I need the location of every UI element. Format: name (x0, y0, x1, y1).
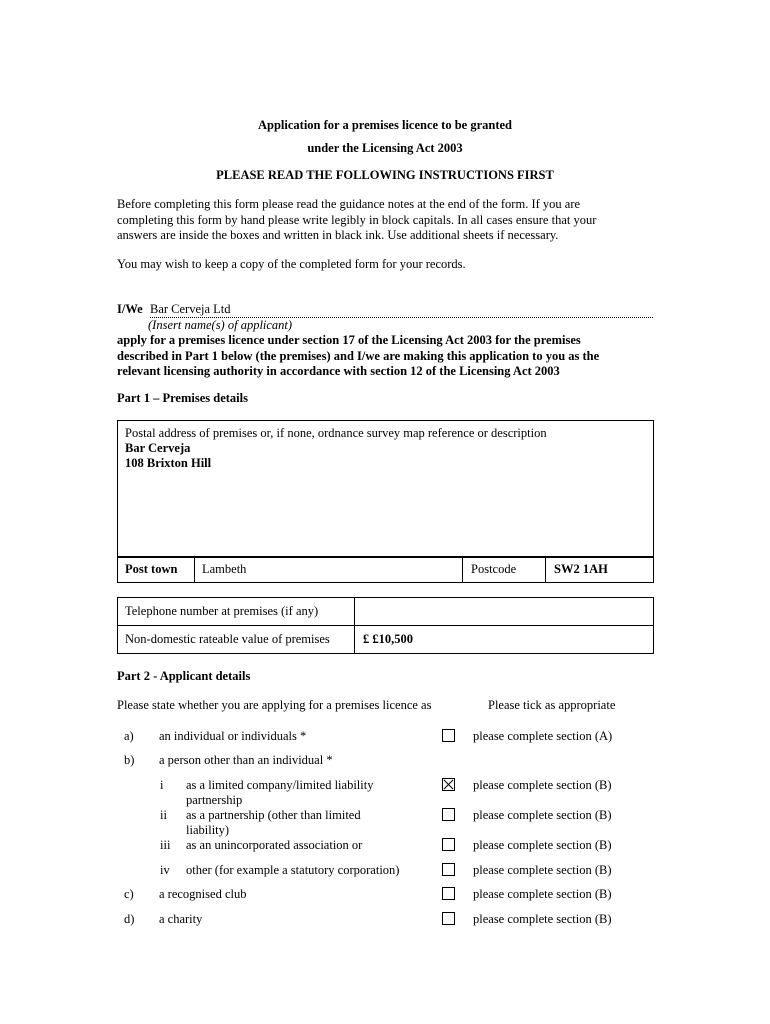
rateable-field[interactable] (355, 626, 653, 653)
option-b-ii-marker: ii (160, 808, 167, 822)
applicant-statement (117, 333, 662, 380)
option-c-checkbox[interactable] (442, 887, 455, 900)
option-b-iii-marker: iii (160, 838, 171, 852)
option-b-i-label-cont: partnership (186, 793, 243, 807)
telephone-label-cell (118, 598, 355, 626)
option-b-iv-label: other (for example a statutory corporation) (186, 863, 400, 877)
statement-line-3: relevant licensing authority in accordance with section 12 of the Licensing Act 2003 (117, 364, 560, 378)
option-d-label: a charity (159, 912, 203, 926)
option-b-iv-checkbox[interactable] (442, 863, 455, 876)
address-line-2: 108 Brixton Hill (125, 456, 212, 470)
option-a-label: an individual or individuals * (159, 729, 307, 743)
option-b-i-marker: i (160, 778, 164, 792)
applicant-prefix: I/We (117, 302, 143, 316)
post-town-row (117, 556, 654, 583)
telephone-rateable-table (117, 597, 654, 654)
post-town-value: Lambeth (202, 562, 247, 576)
form-title: Application for a premises licence to be granted (257, 118, 513, 132)
tick-hint: Please tick as appropriate (488, 698, 616, 712)
instructions-line-2: completing this form by hand please write legibly in block capitals. In all cases ensure that your (117, 212, 597, 227)
post-town-field[interactable] (194, 557, 463, 582)
option-b-iii-checkbox[interactable] (442, 838, 455, 851)
premises-address-box[interactable] (117, 420, 654, 558)
option-b-marker: b) (124, 753, 135, 767)
option-b-ii-label: as a partnership (other than limited (186, 808, 361, 822)
option-a-checkbox[interactable] (442, 729, 455, 742)
option-d-marker: d) (124, 912, 135, 926)
applicant-name: Bar Cerveja Ltd (150, 302, 231, 316)
option-c-action: please complete section (B) (473, 887, 612, 901)
part2-heading: Part 2 - Applicant details (117, 669, 251, 683)
form-subtitle: under the Licensing Act 2003 (307, 141, 463, 155)
option-b-iv-marker: iv (160, 863, 170, 877)
instructions-paragraph (117, 197, 647, 244)
option-c-marker: c) (124, 887, 134, 901)
instructions-line-3: answers are inside the boxes and written in black ink. Use additional sheets if necessary. (117, 228, 559, 242)
instructions-heading: PLEASE READ THE FOLLOWING INSTRUCTIONS FIRST (216, 168, 554, 182)
option-b-ii-checkbox[interactable] (442, 808, 455, 821)
statement-line-1: apply for a premises licence under section 17 of the Licensing Act 2003 for the premises (117, 333, 581, 347)
instructions-line-1: Before completing this form please read the guidance notes at the end of the form. If you are (117, 197, 581, 211)
option-b-iii-label: as an unincorporated association or (186, 838, 363, 852)
rateable-label-cell (118, 626, 355, 653)
telephone-field[interactable] (355, 598, 653, 626)
part1-heading: Part 1 – Premises details (117, 391, 248, 405)
address-line-1: Bar Cerveja (125, 441, 191, 455)
postcode-label-cell (463, 557, 546, 582)
option-a-marker: a) (124, 729, 134, 743)
postcode-field[interactable] (546, 557, 653, 582)
applicant-name-hint: (Insert name(s) of applicant) (148, 318, 293, 332)
option-d-action: please complete section (B) (473, 912, 612, 926)
post-town-label-cell (118, 557, 195, 582)
rateable-value: £ £10,500 (363, 632, 413, 646)
telephone-label: Telephone number at premises (if any) (125, 604, 319, 618)
option-c-label: a recognised club (159, 887, 247, 901)
option-b-ii-label-cont: liability) (186, 823, 230, 837)
applicant-type-question: Please state whether you are applying for a premises licence as (117, 698, 432, 712)
option-b-i-checkbox[interactable] (442, 778, 455, 791)
option-b-ii-action: please complete section (B) (473, 808, 612, 822)
post-town-label: Post town (125, 562, 178, 576)
option-a-action: please complete section (A) (473, 729, 613, 743)
applicant-name-field[interactable] (150, 302, 653, 318)
option-b-iv-action: please complete section (B) (473, 863, 612, 877)
postcode-label: Postcode (471, 562, 517, 576)
option-b-i-label: as a limited company/limited liability (186, 778, 374, 792)
option-b-iii-action: please complete section (B) (473, 838, 612, 852)
option-d-checkbox[interactable] (442, 912, 455, 925)
statement-line-2: described in Part 1 below (the premises) and I/we are making this application to you as the (117, 348, 600, 363)
address-label: Postal address of premises or, if none, ordnance survey map reference or description (125, 426, 547, 440)
postcode-value: SW2 1AH (554, 562, 608, 576)
rateable-label: Non-domestic rateable value of premises (125, 632, 330, 646)
option-b-label: a person other than an individual * (159, 753, 333, 767)
keep-copy-note: You may wish to keep a copy of the completed form for your records. (117, 257, 466, 271)
option-b-i-action: please complete section (B) (473, 778, 612, 792)
